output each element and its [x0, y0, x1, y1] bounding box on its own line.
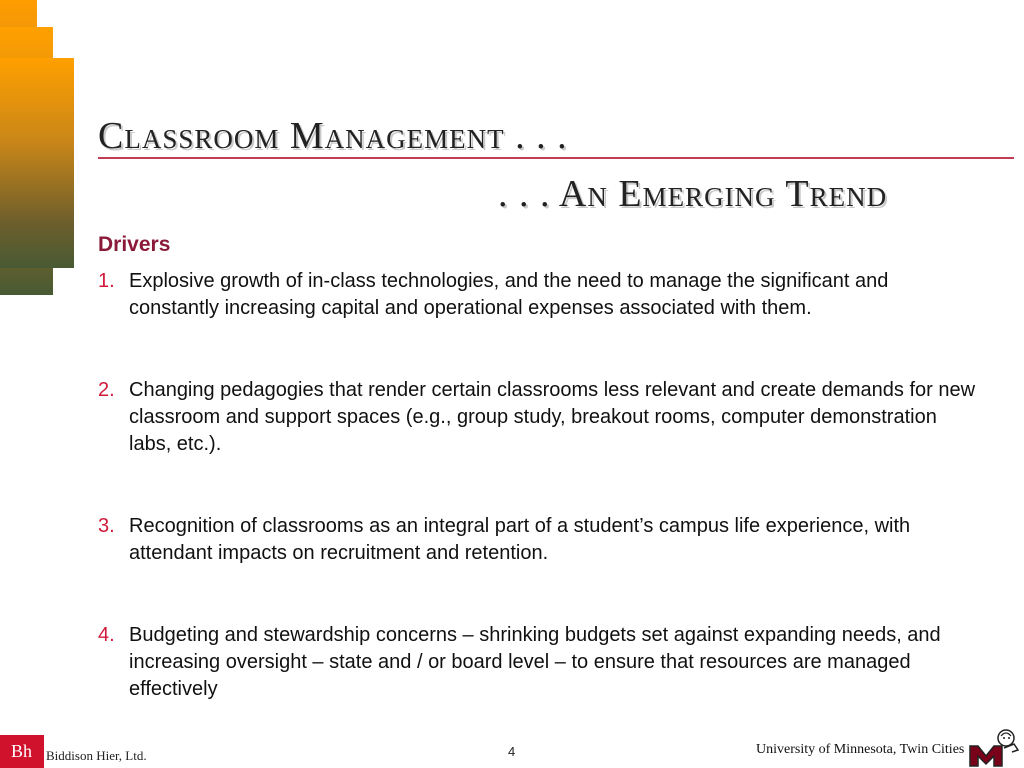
list-item: [98, 268, 978, 322]
decorative-bar: [0, 58, 74, 268]
list-item: [98, 622, 978, 703]
university-name: University of Minnesota, Twin Cities: [756, 742, 965, 757]
item-number: 1.: [98, 270, 115, 292]
university-logo-icon: [968, 726, 1020, 768]
section-heading: Drivers: [98, 233, 171, 256]
item-text: Recognition of classrooms as an integral part of a student’s campus life experience, with attendant impacts on recruitment and retention.: [129, 515, 911, 564]
item-text: Explosive growth of in-class technologies, and the need to manage the significant and constantly increasing capital and operational expenses associated with them.: [129, 270, 889, 319]
page-number: 4: [508, 744, 516, 759]
slide-title-line1: Classroom Management . . .: [98, 115, 568, 157]
company-name: Biddison Hier, Ltd.: [46, 748, 147, 763]
list-item: [98, 513, 978, 567]
item-number: 2.: [98, 379, 115, 401]
item-number: 3.: [98, 515, 115, 537]
slide-title-line2: . . . An Emerging Trend: [498, 173, 888, 215]
company-logo-text: Bh: [11, 741, 33, 761]
list-item: [98, 377, 978, 458]
item-text: Budgeting and stewardship concerns – shrinking budgets set against expanding needs, and increasing oversight – state and / or board level – to ensure that resources are managed effectively: [129, 624, 941, 700]
item-number: 4.: [98, 624, 115, 646]
title-divider: [98, 157, 1014, 159]
item-text: Changing pedagogies that render certain classrooms less relevant and create demands for new classroom and support spaces (e.g., group study, breakout rooms, computer demonstration labs, etc.).: [129, 379, 976, 455]
